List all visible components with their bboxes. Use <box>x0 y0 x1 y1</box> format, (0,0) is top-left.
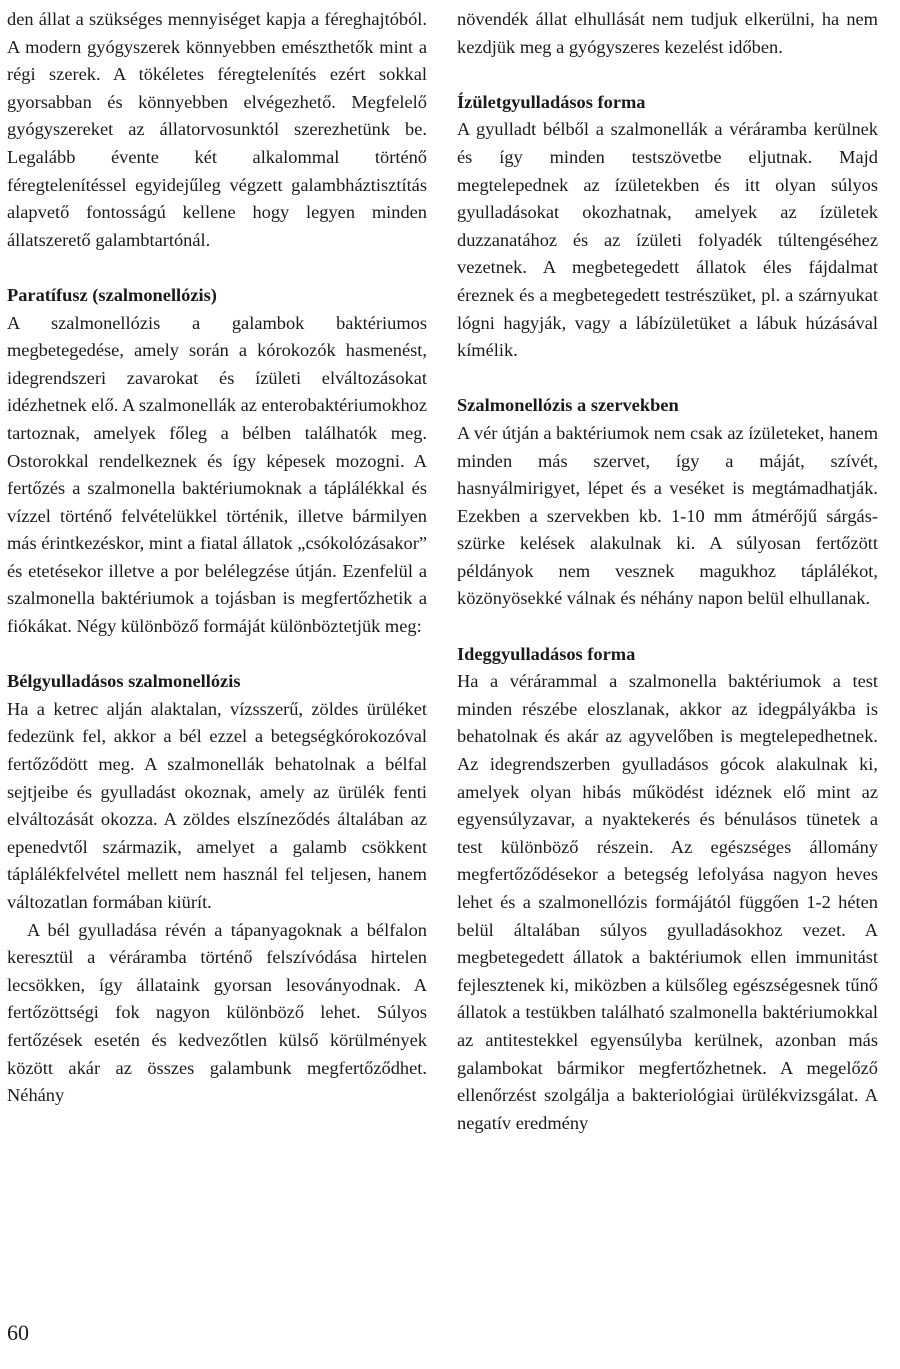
paragraph: A gyulladt bélből a szalmonellák a véráramba kerülnek és így minden testszövetbe eljutnak. Majd megtelepednek az ízületekben és itt olyan súlyos gyulladásokat okozhatnak, amelyek az ízületek duzzanatához és az ízületi folyadék túltengéséhez vezetnek. A megbetegedett állatok éles fájdalmat éreznek és a megbetegedett testrészüket, pl. a szárnyukat lógni hagyják, vagy a lábízületüket a lábuk húzásával kímélik. <box>457 119 878 361</box>
section-heading-paratyphoid: Paratífusz (szalmonellózis) <box>7 284 217 305</box>
left-column <box>7 6 427 1110</box>
page-number: 60 <box>7 1320 29 1345</box>
paragraph: Ha a ketrec alján alaktalan, vízsszerű, zöldes ürüléket fedezünk fel, akkor a bél ezzel a betegségkórokozóval fertőződött meg. A szalmonellák behatolnak a bélfal sejtjeibe és gyulladást okoznak, amely az ürülék fenti elváltozását okozza. A zöldes elszíneződés általában az epenedvtől származik, amelyet a galamb csökkent táplálékfelvétel mellett nem használ fel teljesen, hanem változatlan formában kiürít. <box>7 698 427 912</box>
paragraph: A vér útján a baktériumok nem csak az ízületeket, hanem minden más szervet, így a máját, szívét, hasnyálmirigyet, lépet és a veséket is megtámadhatják. Ezekben a szervekben kb. 1-10 mm átmérőjű sárgás-szürke kelések alakulnak ki. A súlyosan fertőzött példányok nem vesznek magukhoz táplálékot, közönyösekké válnak és néhány napon belül elhullanak. <box>457 422 878 609</box>
right-column <box>457 6 878 1137</box>
section-heading-arthritis: Ízületgyulladásos forma <box>457 91 646 112</box>
paragraph: A bél gyulladása révén a tápanyagoknak a bélfalon keresztül a véráramba történő felszívódása hirtelen lecsökken, így állataink gyorsan lesoványodnak. A fertőzöttségi fok nagyon különböző lehet. Súlyos fertőzések esetén és kedvezőtlen külső körülmények között akár az összes galambunk megfertőződhet. Néhány <box>7 919 427 1106</box>
paragraph: Ha a vérárammal a szalmonella baktériumok a test minden részébe eloszlanak, akkor az idegpályákba is behatolnak és akár az agyvelőben is megtelepedhetnek. Az idegrendszerben gyulladásos gócok alakulnak ki, amelyek olyan hibás működést idéznek elő mint az egyensúlyzavar, a nyaktekerés és bénulásos tünetek a test különböző részein. Az egészséges állomány megfertőződésekor a betegség lefolyása nagyon heves lehet és a szalmonellózis formájától függően 1-2 héten belül általában súlyos gyulladásokhoz vezet. A megbetegedett állatok a baktériumok ellen immunitást fejlesztenek ki, miközben a külsőleg egészségesnek tűnő állatok a testükben található szalmonella baktériumokkal az antitestekkel egyensúlyba kerülnek, azonban más galambokat bármikor megfertőzhetnek. A megelőző ellenőrzést szolgálja a bakteriológiai ürülékvizsgálat. A negatív eredmény <box>457 671 878 1133</box>
paragraph: növendék állat elhullását nem tudjuk elkerülni, ha nem kezdjük meg a gyógyszeres kezelést időben. <box>457 9 878 57</box>
section-heading-organs: Szalmonellózis a szervekben <box>457 395 679 416</box>
section-heading-enteritis: Bélgyulladásos szalmonellózis <box>7 671 241 692</box>
section-heading-neural: Ideggyulladásos forma <box>457 643 636 664</box>
paragraph: A szalmonellózis a galambok baktériumos megbetegedése, amely során a kórokozók hasmenést, idegrendszeri zavarokat és ízületi elváltozásokat idézhetnek elő. A szalmonellák az enterobaktériumokhoz tartoznak, amelyek főleg a bélben találhatók meg. Ostorokkal rendelkeznek és így képesek mozogni. A fertőzés a szalmonella baktériumoknak a táplálékkal és vízzel történő felvételükkel történik, illetve bármilyen más érintkezéskor, mint a fiatal állatok „csókolózásakor” és etetésekor illetve a por belélegzése útján. Ezenfelül a szalmonella baktériumok a tojásban is megfertőzhetik a fiókákat. Négy különböző formáját különböztetjük meg: <box>7 312 427 637</box>
paragraph: den állat a szükséges mennyiséget kapja a féreghajtóból. A modern gyógyszerek könnyebben emészthetők mint a régi szerek. A tökéletes féregtelenítés ezért sokkal gyorsabban és könnyebben elvégezhető. Megfelelő gyógyszereket az állatorvosunktól szerezhetünk be. Legalább évente két alkalommal történő féregtelenítéssel egyidejűleg végzett galambháztisztítás alapvető fontosságú kellene hogy legyen minden állatszerető galambtartónál. <box>7 9 427 250</box>
